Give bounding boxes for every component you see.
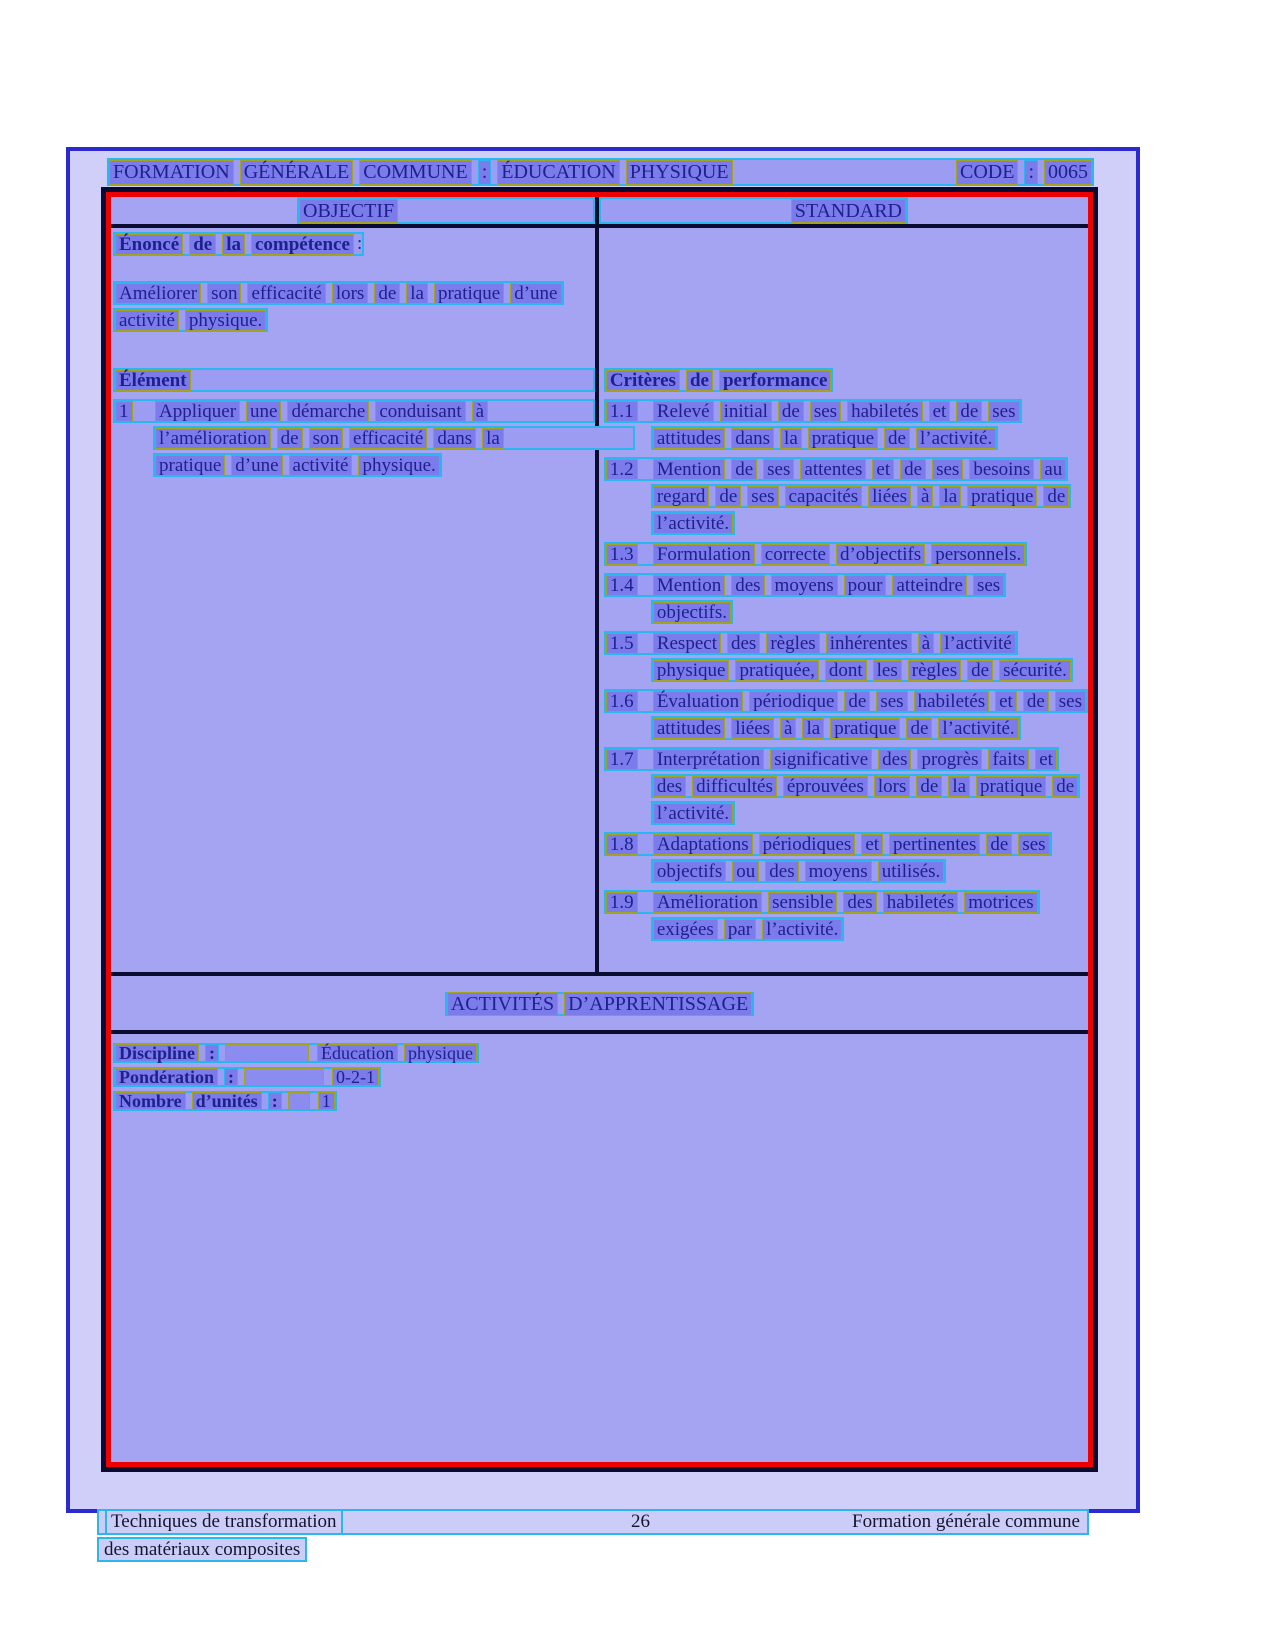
word-box: significative — [770, 749, 872, 770]
criterion-number — [606, 834, 653, 855]
word-box: et — [929, 401, 951, 422]
word-box: ou — [732, 861, 759, 882]
discipline-label — [115, 1044, 219, 1062]
discipline-value — [317, 1044, 477, 1062]
standard-header-cell — [599, 197, 1088, 224]
word-box: : — [478, 160, 492, 185]
word-box: OBJECTIF — [299, 199, 398, 223]
word-box: 0-2-1 — [332, 1068, 379, 1086]
word-box: sensible — [768, 892, 837, 913]
word-box: périodique — [749, 691, 838, 712]
word-box: 1.4 — [606, 575, 638, 596]
word-box: des — [731, 575, 764, 596]
word-box: difficultés — [692, 776, 777, 797]
criterion-item — [604, 689, 1088, 740]
footer-doc-title: Techniques de transformation — [105, 1511, 343, 1533]
standard-header-label — [791, 199, 906, 223]
word-box: lors — [332, 283, 369, 304]
ponderation-label — [115, 1068, 238, 1086]
word-box: la — [802, 718, 824, 739]
word-box: physique. — [358, 455, 439, 476]
word-box: à — [472, 401, 488, 422]
word-box: Formulation — [653, 544, 755, 565]
discipline-row — [113, 1043, 479, 1063]
word-box: à — [918, 633, 934, 654]
word-box: Mention — [653, 459, 725, 480]
criterion-item — [604, 832, 1088, 883]
word-box: habiletés — [914, 691, 990, 712]
competence-line — [113, 281, 564, 305]
word-box: Énoncé — [115, 234, 183, 255]
word-box: la — [948, 776, 970, 797]
activities-banner-row — [111, 976, 1088, 1034]
tab-filler-box — [288, 1092, 310, 1110]
word-box: de — [1023, 691, 1049, 712]
word-box: de — [715, 486, 741, 507]
word-box: compétence — [251, 234, 354, 255]
word-box: objectifs. — [653, 602, 731, 623]
criterion-number — [606, 459, 653, 480]
word-box: 1.8 — [606, 834, 638, 855]
element-item-line — [113, 399, 595, 423]
enonce-heading-line — [113, 232, 364, 256]
word-box: : — [268, 1092, 282, 1110]
word-box: Relevé — [653, 401, 714, 422]
word-box: de — [916, 776, 942, 797]
word-box: des — [653, 776, 686, 797]
word-box: pratique — [155, 455, 225, 476]
word-box: utilisés. — [878, 861, 945, 882]
word-box: de — [906, 718, 932, 739]
word-box: éprouvées — [783, 776, 868, 797]
word-box: activité — [115, 310, 179, 331]
objectif-header-line — [297, 197, 595, 224]
word-box: Interprétation — [653, 749, 764, 770]
word-box: efficacité — [349, 428, 427, 449]
word-box: et — [861, 834, 883, 855]
word-box: de — [686, 370, 713, 391]
word-box: son — [309, 428, 343, 449]
word-box: la — [482, 428, 504, 449]
word-box: Nombre — [115, 1092, 186, 1110]
word-box: moyens — [805, 861, 872, 882]
word-box: FORMATION — [109, 160, 234, 185]
word-box: attitudes — [653, 428, 725, 449]
element-heading-line — [113, 368, 595, 392]
units-label — [115, 1092, 282, 1110]
word-box: Adaptations — [653, 834, 753, 855]
word-box: : — [224, 1068, 238, 1086]
units-value — [318, 1092, 335, 1110]
word-box: conduisant — [375, 401, 465, 422]
word-box: besoins — [969, 459, 1034, 480]
objectif-column — [111, 228, 599, 972]
criterion-item — [604, 573, 1088, 624]
word-box: motrices — [964, 892, 1037, 913]
word-box: de — [986, 834, 1012, 855]
word-box: de — [1043, 486, 1069, 507]
activities-heading — [447, 992, 752, 1016]
word-box: initial — [720, 401, 772, 422]
word-box: personnels. — [931, 544, 1025, 565]
word-box: liées — [868, 486, 911, 507]
word-box: dans — [731, 428, 774, 449]
word-box: 1.1 — [606, 401, 638, 422]
word-box: efficacité — [247, 283, 325, 304]
criterion-item — [604, 890, 1088, 941]
page-frame — [66, 147, 1140, 1513]
word-box: des — [878, 749, 911, 770]
word-box: la — [939, 486, 961, 507]
word-box: de — [277, 428, 303, 449]
word-box: dont — [825, 660, 867, 681]
word-box: 1.5 — [606, 633, 638, 654]
word-box: pratique — [976, 776, 1046, 797]
code-value — [1044, 160, 1092, 185]
objectif-header-cell — [111, 197, 599, 224]
word-box: les — [873, 660, 902, 681]
red-annotation-border — [106, 192, 1093, 1467]
word-box: l’activité. — [653, 513, 733, 534]
tab-filler-box — [244, 1068, 324, 1086]
word-box: 1.7 — [606, 749, 638, 770]
word-box: par — [724, 919, 756, 940]
element-heading — [115, 370, 191, 391]
ponderation-row — [113, 1067, 381, 1087]
word-box: GÉNÉRALE — [240, 160, 354, 185]
word-box: : — [205, 1044, 219, 1062]
units-row — [113, 1091, 337, 1111]
word-box: exigées — [653, 919, 718, 940]
objective-standard-table — [101, 187, 1098, 1472]
word-box: son — [207, 283, 241, 304]
code-label — [956, 160, 1038, 185]
word-box: 0065 — [1044, 160, 1092, 185]
word-box: 1.3 — [606, 544, 638, 565]
criterion-item — [604, 457, 1088, 535]
criteria-heading-line — [604, 368, 834, 392]
word-box: Améliorer — [115, 283, 201, 304]
word-box: objectifs — [653, 861, 726, 882]
word-box: dans — [433, 428, 476, 449]
criterion-number — [606, 691, 653, 712]
footer-doc-title-line2: des matériaux composites — [97, 1537, 307, 1562]
ponderation-value — [332, 1068, 379, 1086]
criterion-number — [606, 892, 653, 913]
word-box: attentes — [800, 459, 866, 480]
item-number — [115, 401, 155, 422]
footer-section-title: Formation générale commune — [852, 1511, 1080, 1532]
word-box: 1.9 — [606, 892, 638, 913]
word-box: 1.6 — [606, 691, 638, 712]
word-box: Amélioration — [653, 892, 762, 913]
word-box: : — [1024, 160, 1038, 185]
element-item — [113, 399, 595, 477]
column-header-row — [111, 197, 1088, 228]
word-box: de — [956, 401, 982, 422]
word-box: la — [780, 428, 802, 449]
word-box: Critères — [606, 370, 680, 391]
word-box: PHYSIQUE — [626, 160, 733, 185]
word-box: et — [872, 459, 894, 480]
enonce-colon: : — [356, 233, 363, 254]
word-box: D’APPRENTISSAGE — [564, 992, 752, 1016]
word-box: physique. — [185, 310, 266, 331]
word-box: pratique — [808, 428, 878, 449]
word-box: pertinentes — [889, 834, 980, 855]
word-box: 1 — [318, 1092, 335, 1110]
word-box: d’objectifs — [836, 544, 925, 565]
word-box: Discipline — [115, 1044, 199, 1062]
word-box: l’amélioration — [155, 428, 271, 449]
word-box: la — [222, 234, 245, 255]
table-body-row — [111, 228, 1088, 976]
word-box: sécurité. — [999, 660, 1071, 681]
word-box: ses — [988, 401, 1019, 422]
word-box: ses — [763, 459, 794, 480]
criterion-number — [606, 401, 653, 422]
word-box: de — [374, 283, 400, 304]
document-title-line — [107, 158, 1094, 186]
word-box: l’activité. — [916, 428, 996, 449]
word-box: ses — [747, 486, 778, 507]
word-box: COMMUNE — [359, 160, 471, 185]
word-box: Pondération — [115, 1068, 218, 1086]
word-box: pratiquée, — [735, 660, 818, 681]
word-box: pratique — [830, 718, 900, 739]
word-box: d’une — [231, 455, 282, 476]
word-box: à — [917, 486, 933, 507]
word-box: Éducation — [317, 1044, 398, 1062]
word-box: l’activité. — [938, 718, 1018, 739]
word-box: au — [1040, 459, 1066, 480]
criterion-number — [606, 575, 653, 596]
element-item-line — [153, 453, 442, 477]
word-box: capacités — [785, 486, 863, 507]
word-box: l’activité — [940, 633, 1016, 654]
criterion-number — [606, 749, 653, 770]
word-box: à — [780, 718, 796, 739]
word-box: physique — [653, 660, 730, 681]
criterion-item — [604, 542, 1088, 566]
word-box: des — [843, 892, 876, 913]
criterion-item — [604, 631, 1088, 682]
word-box: règles — [908, 660, 961, 681]
word-box: de — [778, 401, 804, 422]
word-box: Évaluation — [653, 691, 743, 712]
word-box: d’unités — [192, 1092, 262, 1110]
word-box: ÉDUCATION — [497, 160, 619, 185]
word-box: STANDARD — [791, 199, 906, 223]
criterion-number — [606, 633, 653, 654]
criterion-item — [604, 399, 1088, 450]
word-box: atteindre — [892, 575, 966, 596]
word-box: faits — [988, 749, 1029, 770]
word-box: de — [189, 234, 216, 255]
word-box: ses — [932, 459, 963, 480]
word-box: 1.2 — [606, 459, 638, 480]
word-box: et — [1035, 749, 1057, 770]
word-box: 1 — [115, 401, 133, 422]
word-box: moyens — [771, 575, 838, 596]
word-box: ses — [810, 401, 841, 422]
word-box: attitudes — [653, 718, 725, 739]
word-box: une — [246, 401, 281, 422]
word-box: Mention — [653, 575, 725, 596]
word-box: de — [844, 691, 870, 712]
activities-heading-line — [445, 992, 754, 1016]
word-box: de — [731, 459, 757, 480]
word-box: regard — [653, 486, 710, 507]
word-box: correcte — [761, 544, 830, 565]
word-box: ses — [876, 691, 907, 712]
word-box: pratique — [434, 283, 504, 304]
word-box: ses — [1055, 691, 1086, 712]
word-box: de — [1052, 776, 1078, 797]
footer-page-number: 26 — [631, 1511, 650, 1532]
word-box: pour — [844, 575, 887, 596]
word-box: Respect — [653, 633, 721, 654]
standard-column — [599, 228, 1088, 972]
word-box: des — [727, 633, 760, 654]
word-box: habiletés — [883, 892, 959, 913]
element-item-line — [153, 426, 635, 450]
criterion-number — [606, 544, 653, 565]
word-box: de — [884, 428, 910, 449]
word-box: ses — [973, 575, 1004, 596]
word-box: liées — [731, 718, 774, 739]
word-box: démarche — [287, 401, 369, 422]
enonce-heading — [115, 234, 354, 255]
word-box: pratique — [967, 486, 1037, 507]
competence-line — [113, 308, 268, 332]
objectif-header-label — [299, 199, 398, 223]
standard-header-line — [599, 197, 908, 224]
document-title — [109, 160, 733, 185]
word-box: la — [406, 283, 428, 304]
word-box: lors — [874, 776, 911, 797]
word-box: règles — [766, 633, 819, 654]
criteria-heading — [606, 370, 832, 391]
footer-line — [97, 1509, 1089, 1535]
word-box: et — [995, 691, 1017, 712]
course-meta-section — [111, 1034, 1088, 1462]
word-box: d’une — [510, 283, 561, 304]
word-box: CODE — [956, 160, 1018, 185]
word-box: progrès — [917, 749, 982, 770]
word-box: Élément — [115, 370, 191, 391]
word-box: performance — [719, 370, 831, 391]
word-box: de — [900, 459, 926, 480]
word-box: des — [765, 861, 798, 882]
criterion-item — [604, 747, 1088, 825]
word-box: l’activité. — [762, 919, 842, 940]
word-box: activité — [289, 455, 353, 476]
tab-filler-box — [225, 1044, 309, 1062]
word-box: habiletés — [847, 401, 923, 422]
word-box: ACTIVITÉS — [447, 992, 558, 1016]
word-box: périodiques — [759, 834, 856, 855]
word-box: Appliquer — [155, 401, 240, 422]
word-box: ses — [1018, 834, 1049, 855]
word-box: physique — [404, 1044, 477, 1062]
word-box: de — [967, 660, 993, 681]
word-box: l’activité. — [653, 803, 733, 824]
word-box: inhérentes — [826, 633, 912, 654]
